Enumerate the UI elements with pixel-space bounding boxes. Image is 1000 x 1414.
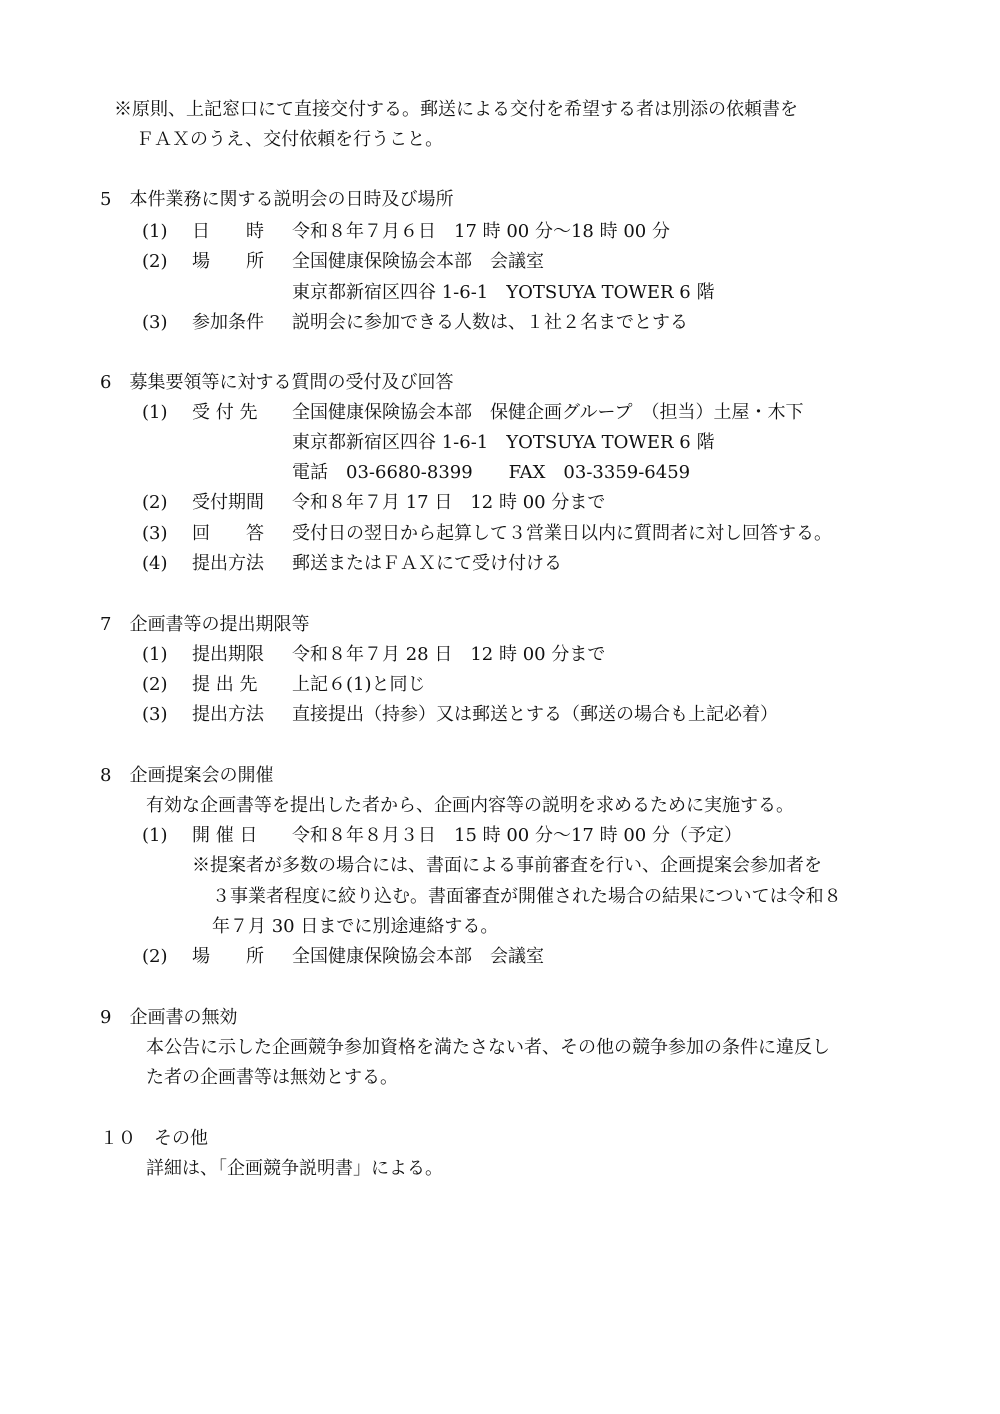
s8-item1-label: 開 催 日 [192,825,258,846]
s6-item3-number: (3) [142,523,168,544]
s7-item2-label: 提 出 先 [192,674,258,695]
s5-item3-text: 説明会に参加できる人数は、１社２名までとする [292,312,688,333]
s6-item2-text: 令和８年７月 17 日 12 時 00 分まで [292,492,606,513]
s6-item2-label: 受付期間 [192,492,264,513]
s7-item3-label: 提出方法 [192,704,264,725]
s6-item1-text: 全国健康保険協会本部 保健企画グループ （担当）土屋・木下 [292,402,804,423]
s5-item3-number: (3) [142,312,168,333]
s8-note-line-1: ※提案者が多数の場合には、書面による事前審査を行い、企画提案会参加者を [192,855,822,876]
s6-item1-number: (1) [142,402,168,423]
s7-item3-text: 直接提出（持参）又は郵送とする（郵送の場合も上記必着） [292,704,778,725]
s6-item4-label: 提出方法 [192,553,264,574]
s5-item1-text: 令和８年７月６日 17 時 00 分～18 時 00 分 [292,221,670,242]
s7-item3-number: (3) [142,704,168,725]
s7-item1-label: 提出期限 [192,644,264,665]
s6-item4-number: (4) [142,553,168,574]
s6-item1-contact: 電話 03-6680-8399 FAX 03-3359-6459 [292,462,691,483]
s8-item1-number: (1) [142,825,168,846]
s5-item2-text: 全国健康保険協会本部 会議室 [292,251,544,272]
s6-item3-text: 受付日の翌日から起算して３営業日以内に質問者に対し回答する。 [292,523,832,544]
section-10-heading: １０ その他 [100,1128,208,1149]
s6-item1-label: 受 付 先 [192,402,258,423]
section-5-heading: 5 本件業務に関する説明会の日時及び場所 [100,189,454,210]
s7-item2-text: 上記６(1)と同じ [292,674,426,695]
s5-item1-number: (1) [142,221,168,242]
s9-line-1: 本公告に示した企画競争参加資格を満たさない者、その他の競争参加の条件に違反し [146,1037,830,1058]
s8-note-line-2: ３事業者程度に絞り込む。書面審査が開催された場合の結果については令和８ [212,886,842,907]
s8-item2-text: 全国健康保険協会本部 会議室 [292,946,544,967]
s5-item2-number: (2) [142,251,168,272]
s10-line-1: 詳細は、「企画競争説明書」による。 [146,1158,443,1179]
s6-item3-label: 回 答 [192,523,264,544]
s7-item1-text: 令和８年７月 28 日 12 時 00 分まで [292,644,606,665]
s8-item2-number: (2) [142,946,168,967]
top-note-line-1: ※原則、上記窓口にて直接交付する。郵送による交付を希望する者は別添の依頼書を [114,99,798,120]
s6-item4-text: 郵送またはＦＡＸにて受け付ける [292,553,562,574]
s8-item1-text: 令和８年８月３日 15 時 00 分～17 時 00 分（予定） [292,825,742,846]
s5-item2-label: 場 所 [192,251,264,272]
s6-item2-number: (2) [142,492,168,513]
s8-item2-label: 場 所 [192,946,264,967]
s5-item2-address: 東京都新宿区四谷 1-6-1 YOTSUYA TOWER 6 階 [292,282,715,303]
s7-item2-number: (2) [142,674,168,695]
s7-item1-number: (1) [142,644,168,665]
s8-intro: 有効な企画書等を提出した者から、企画内容等の説明を求めるために実施する。 [146,795,794,816]
section-7-heading: 7 企画書等の提出期限等 [100,614,310,635]
s6-item1-address: 東京都新宿区四谷 1-6-1 YOTSUYA TOWER 6 階 [292,432,715,453]
s9-line-2: た者の企画書等は無効とする。 [146,1067,398,1088]
section-8-heading: 8 企画提案会の開催 [100,765,274,786]
s8-note-line-3: 年７月 30 日までに別途連絡する。 [212,916,499,937]
section-9-heading: 9 企画書の無効 [100,1007,238,1028]
s5-item1-label: 日 時 [192,221,264,242]
s5-item3-label: 参加条件 [192,312,264,333]
section-6-heading: 6 募集要領等に対する質問の受付及び回答 [100,372,454,393]
top-note-line-2: ＦＡＸのうえ、交付依頼を行うこと。 [136,129,444,150]
